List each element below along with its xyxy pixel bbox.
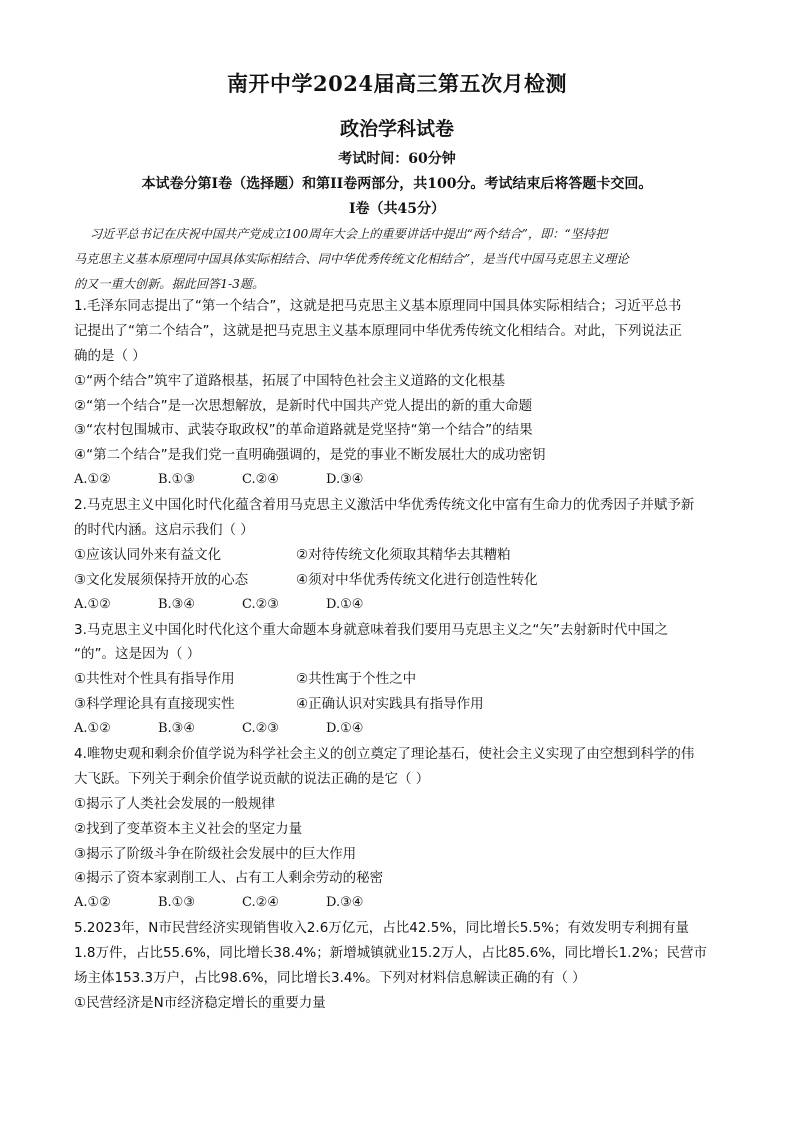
option-a: A.①② [74, 596, 111, 612]
statement-item: ②“第一个结合”是一次思想解放，是新时代中国共产党人提出的新的重大命题 [74, 397, 533, 414]
option-c: C.②④ [242, 895, 279, 911]
intro-paragraph [74, 222, 722, 297]
question-5 [74, 916, 722, 1016]
option-c: C.②④ [242, 472, 279, 488]
question-4 [74, 742, 722, 916]
exam-subtitle: 政治学科试卷 [339, 118, 454, 140]
statement-item: ①共性对个性具有指导作用 [74, 671, 235, 688]
option-d: D.①④ [326, 596, 364, 612]
question-2 [74, 493, 722, 617]
statement-item: ④“第二个结合”是我们党一直明确强调的，是党的事业不断发展壮大的成功密钥 [74, 447, 546, 464]
question-stem: 1.8万件，占比55.6%，同比增长38.4%；新增城镇就业15.2万人，占比85.6%，同比增长1.2%；民营市 [74, 945, 707, 962]
question-stem: 5.2023年，N市民营经济实现销售收入2.6万亿元，占比42.5%，同比增长5.5%；有效发明专利拥有量 [74, 920, 689, 937]
question-3 [74, 618, 722, 742]
question-stem: 大飞跃。下列关于剩余价值学说贡献的说法正确的是它（ ） [74, 770, 430, 787]
questions [74, 294, 722, 1016]
statement-item: ①民营经济是N市经济稳定增长的重要力量 [74, 994, 326, 1011]
intro-line: 马克思主义基本原理同中国具体实际相结合、同中华优秀传统文化相结合”，是当代中国马克思主义理论 [74, 251, 629, 266]
statement-item: ①揭示了人类社会发展的一般规律 [74, 795, 276, 812]
exam-time: 考试时间：60分钟 [338, 151, 456, 167]
question-stem: 4.唯物史观和剩余价值学说为科学社会主义的创立奠定了理论基石，使社会主义实现了由空想到科学的伟 [74, 746, 695, 763]
statement-item: ④揭示了资本家剥削工人、占有工人剩余劳动的秘密 [74, 870, 384, 887]
option-b: B.③④ [158, 721, 195, 737]
option-a: A.①② [74, 895, 111, 911]
exam-title: 南开中学2024届高三第五次月检测 [227, 71, 567, 96]
statement-item: ③文化发展须保持开放的心态 [74, 571, 249, 588]
statement-item: ③揭示了阶级斗争在阶级社会发展中的巨大作用 [74, 845, 357, 862]
intro-line: 的又一重大创新。据此回答1-3题。 [74, 276, 265, 291]
option-d: D.③④ [326, 895, 364, 911]
question-stem: 确的是（ ） [74, 347, 146, 364]
option-c: C.②③ [242, 721, 279, 737]
answer-options [74, 891, 722, 916]
question-stem: 记提出了“第二个结合”，这就是把马克思主义基本原理同中华优秀传统文化相结合。对此，下列说法正 [74, 322, 682, 339]
question-stem: “的”。这是因为（ ） [74, 646, 201, 663]
exam-instructions: 本试卷分第Ⅰ卷（选择题）和第II卷两部分，共100分。考试结束后将答题卡交回。 [141, 176, 653, 192]
option-c: C.②③ [242, 596, 279, 612]
option-b: B.①③ [158, 472, 195, 488]
statement-item: ④正确认识对实践具有指导作用 [296, 696, 484, 713]
option-a: A.①② [74, 472, 111, 488]
statement-item: ②共性寓于个性之中 [296, 671, 417, 688]
statement-row [74, 667, 722, 692]
option-d: D.①④ [326, 721, 364, 737]
section-heading: Ⅰ卷（共45分） [348, 201, 446, 217]
statement-item: ①“两个结合”筑牢了道路根基，拓展了中国特色社会主义道路的文化根基 [74, 372, 506, 389]
option-d: D.③④ [326, 472, 364, 488]
statement-item: ③“农村包围城市、武装夺取政权”的革命道路就是党坚持“第一个结合”的结果 [74, 422, 533, 439]
question-stem: 场主体153.3万户，占比98.6%，同比增长3.4%。下列对材料信息解读正确的有（ ） [74, 970, 586, 987]
question-stem: 2.马克思主义中国化时代化蕴含着用马克思主义激活中华优秀传统文化中富有生命力的优秀因子并赋予新 [74, 497, 695, 514]
option-b: B.①③ [158, 895, 195, 911]
question-1 [74, 294, 722, 493]
question-stem: 1.毛泽东同志提出了“第一个结合”，这就是把马克思主义基本原理同中国具体实际相结合；习近平总书 [74, 298, 682, 314]
statement-item: ①应该认同外来有益文化 [74, 546, 222, 563]
statement-item: ②找到了变革资本主义社会的坚定力量 [74, 820, 303, 837]
answer-options [74, 593, 722, 618]
question-stem: 的时代内涵。这启示我们（ ） [74, 522, 254, 539]
statement-item: ④须对中华优秀传统文化进行创造性转化 [296, 571, 538, 588]
statement-row [74, 692, 722, 717]
answer-options [74, 717, 722, 742]
answer-options [74, 468, 722, 493]
statement-row [74, 543, 722, 568]
statement-item: ③科学理论具有直接现实性 [74, 696, 235, 713]
statement-item: ②对待传统文化须取其精华去其糟粕 [296, 546, 511, 563]
option-a: A.①② [74, 721, 111, 737]
intro-line: 习近平总书记在庆祝中国共产党成立100周年大会上的重要讲话中提出“两个结合”，即：“坚持把 [90, 227, 608, 241]
question-stem: 3.马克思主义中国化时代化这个重大命题本身就意味着我们要用马克思主义之“矢”去射新时代中国之 [74, 621, 668, 638]
option-b: B.③④ [158, 596, 195, 612]
statement-row [74, 568, 722, 593]
